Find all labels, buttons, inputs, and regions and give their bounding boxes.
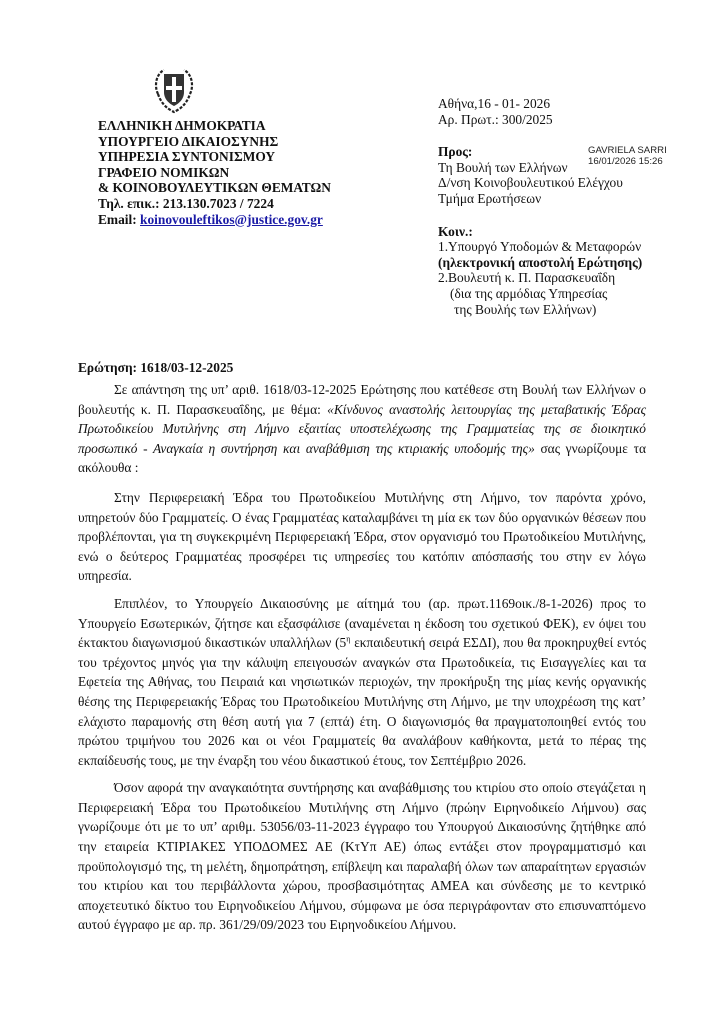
stamp-datetime: 16/01/2026 15:26: [588, 156, 663, 167]
sender-phone: Τηλ. επικ.: 213.130.7023 / 7224: [98, 195, 274, 211]
cc-line-2-note-b: της Βουλής των Ελλήνων): [454, 301, 597, 317]
question-topic: «Κίνδυνος αναστολής λειτουργίας της μεταβατικής Έδρας Πρωτοδικείου Μυτιλήνης στη Λήμνο εξαιτίας υποστελέχωσης της Γραμματείας της σε διοικητικό προσωπικό - Αναγκαία η συντήρηση και αναβάθμιση της κτιριακής υποδομής της»: [78, 401, 646, 456]
p1-outro: σας γνωρίζουμε τα ακόλουθα :: [78, 440, 646, 476]
stamp-name: GAVRIELA SARRI: [588, 145, 667, 156]
digital-signature-stamp: [588, 145, 667, 167]
cc-line-2: 2.Βουλευτή κ. Π. Παρασκευαΐδη: [438, 270, 616, 286]
email-label: Email:: [98, 211, 141, 227]
greek-coat-of-arms-icon: [150, 64, 198, 116]
subject-line: Ερώτηση: 1618/03-12-2025: [78, 360, 234, 375]
recipient-block: [438, 96, 642, 317]
place-date: Αθήνα,16 - 01- 2026: [438, 96, 551, 111]
sender-line: ΕΛΛΗΝΙΚΗ ΔΗΜΟΚΡΑΤΙΑ: [98, 118, 266, 133]
p3-superscript: η: [346, 634, 351, 644]
recipient-line: Δ/νση Κοινοβουλευτικού Ελέγχου: [438, 175, 623, 191]
cc-line-2-note-a: (δια της αρμόδιας Υπηρεσίας: [450, 285, 608, 301]
sender-line: ΓΡΑΦΕΙΟ ΝΟΜΙΚΩΝ: [98, 164, 230, 180]
paragraph-4: Όσον αφορά την αναγκαιότητα συντήρησης και αναβάθμισης του κτιρίου στο οποίο στεγάζεται η Περιφερειακή Έδρα του Πρωτοδικείου Μυτιλήνης στη Λήμνο (πρώην Ειρηνοδικείο Λήμνου) σας γνωρίζουμε ότι με το υπ’ αριθμ. 53056/03-11-2023 έγγραφο του Υπουργού Δικαιοσύνης ζητήθηκε από την εταιρεία ΚΤΙΡΙΑΚΕΣ ΥΠΟΔΟΜΕΣ ΑΕ (ΚτΥπ ΑΕ) όπως εντάξει στον προγραμματισμό και προϋπολογισμό της, τη μελέτη, δημοπράτηση, επίβλεψη και παραλαβή όλων των απαραίτητων εργασιών του κτιρίου και του περιβάλλοντα χώρου, προσβασιμότητας ΑΜΕΑ και σύνδεσης με το κεντρικό αποχετευτικό δίκτυο του Ειρηνοδικείου Λήμνου, σύμφωνα με όσα περιγράφονταν στο επισυναπτόμενο αυτού έγγραφο με αρ. πρ. 361/29/09/2023 του Ειρηνοδικείου Λήμνου.: [78, 780, 646, 933]
recipient-line: Τμήμα Ερωτήσεων: [438, 190, 542, 206]
recipient-line: Τη Βουλή των Ελλήνων: [438, 159, 568, 175]
paragraph-3: [78, 594, 646, 770]
sender-line: ΥΠΗΡΕΣΙΑ ΣΥΝΤΟΝΙΣΜΟΥ: [98, 149, 276, 165]
cc-line-1: 1.Υπουργό Υποδομών & Μεταφορών: [438, 239, 642, 255]
sender-email-row: [98, 212, 331, 228]
cc-line-1-note: (ηλεκτρονική αποστολή Ερώτησης): [438, 254, 643, 270]
p3-part-a: Επιπλέον, το Υπουργείο Δικαιοσύνης με αίτημά του (αρ. πρωτ.1169οικ./8-1-2026) προς το Υπουργείο Εσωτερικών, ζήτησε και εξασφάλισε (αναμένεται η έκδοση του σχετικού ΦΕΚ), εν όψει του έκτακτου διαγωνισμού δικαστικών υπαλλήλων (5: [78, 595, 646, 651]
p3-part-b: εκπαιδευτική σειρά ΕΣΔΙ), που θα προκηρυχθεί εντός του τρέχοντος μηνός για την κάλυψη επειγουσών αναγκών στα Πρωτοδικεία, τις Εισαγγελίες και τα Εφετεία της Αθήνας, του Πειραιά και νησιωτικών περιοχών, την προκήρυξη της μίας κενής οργανικής θέσης της Περιφερειακής Έδρας του Πρωτοδικείου Μυτιλήνης στη Λήμνο, με την υποχρέωση της κατ’ ελάχιστο παραμονής στη θέση αυτή για 7 (επτά) έτη. Ο διαγωνισμός θα πραγματοποιηθεί εντός του πρώτου τριμήνου του 2026 και οι νέοι Γραμματείς θα αναλάβουν καθήκοντα, μετά το πέρας της εκπαίδευσής τους, με την έναρξη του νέου δικαστικού έτους, τον Σεπτέμβριο 2026.: [78, 635, 646, 768]
recipient-label: Προς:: [438, 144, 473, 160]
cc-label: Κοιν.:: [438, 223, 473, 239]
email-link[interactable]: koinovouleftikos@justice.gov.gr: [140, 211, 323, 227]
sender-line: & ΚΟΙΝΟΒΟΥΛΕΥΤΙΚΩΝ ΘΕΜΑΤΩΝ: [98, 180, 331, 196]
paragraph-2: Στην Περιφερειακή Έδρα του Πρωτοδικείου Μυτιλήνης στη Λήμνο, τον παρόντα χρόνο, υπηρετούν δύο Γραμματείς. Ο ένας Γραμματέας καταλαμβάνει τη μία εκ των δύο οργανικών θέσεων που προβλέπονται, για τη συγκεκριμένη Περιφερειακή Έδρα, στον οργανισμό του Πρωτοδικείου Μυτιλήνης, ενώ ο δεύτερος Γραμματέας προσφέρει τις υπηρεσίες του κατόπιν απόσπασής του στην εν λόγω υπηρεσία.: [78, 489, 646, 584]
sender-line: ΥΠΟΥΡΓΕΙΟ ΔΙΚΑΙΟΣΥΝΗΣ: [98, 133, 279, 149]
letter-body: [78, 380, 646, 943]
sender-block: [98, 118, 331, 227]
protocol-number: Αρ. Πρωτ.: 300/2025: [438, 111, 553, 127]
p1-intro: Σε απάντηση της υπ’ αριθ. 1618/03-12-2025 Ερώτησης που κατέθεσε στη Βουλή των Ελλήνων ο βουλευτής κ. Π. Παρασκευαΐδης, με θέμα:: [78, 382, 646, 417]
paragraph-1: [78, 380, 646, 478]
